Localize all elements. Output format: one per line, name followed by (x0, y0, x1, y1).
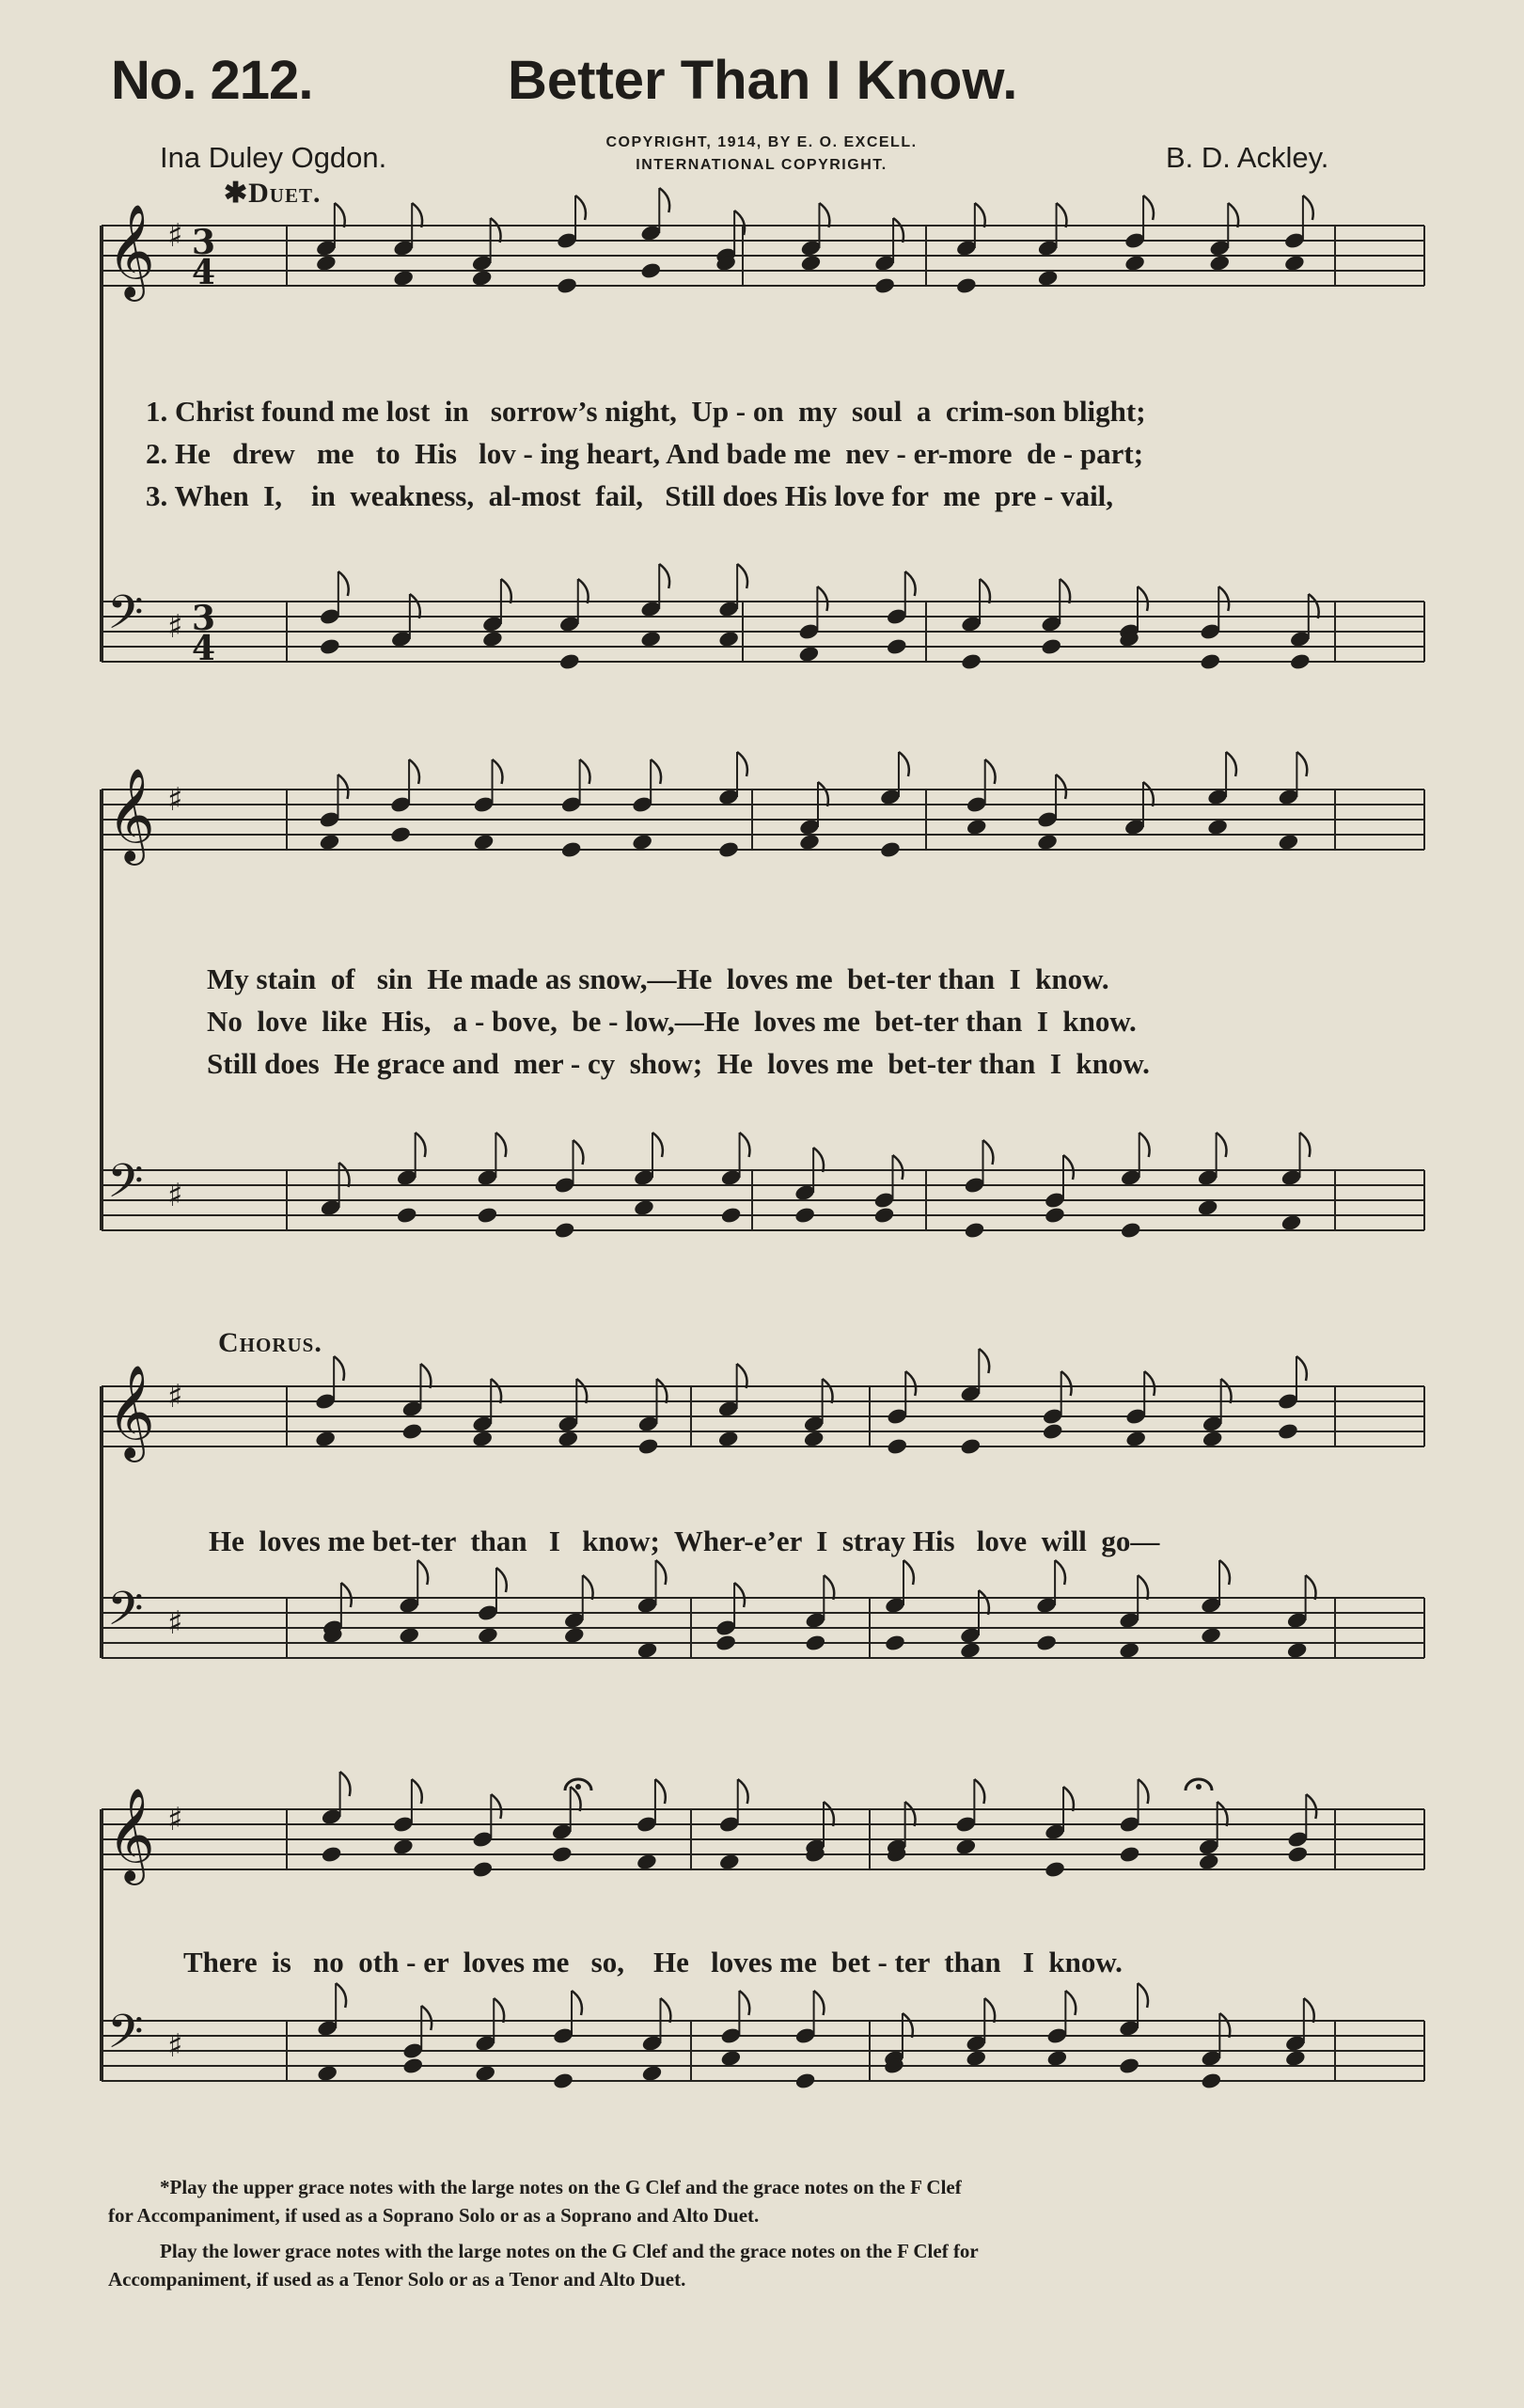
note-flag-icon (334, 1356, 344, 1381)
note-flag-icon (980, 579, 990, 603)
notehead-icon (560, 840, 583, 859)
bass-clef-icon: 𝄢 (107, 1582, 144, 1648)
notehead-icon (715, 1634, 737, 1652)
notehead-icon (966, 818, 988, 837)
note-flag-icon (583, 1575, 593, 1600)
note-flag-icon (1217, 1133, 1227, 1157)
time-signature-icon: 3 (192, 599, 216, 638)
sharp-icon: ♯ (167, 608, 183, 646)
notehead-icon (1277, 1422, 1299, 1441)
note-flag-icon (571, 1787, 581, 1811)
notehead-icon (1042, 1422, 1064, 1441)
notehead-icon (718, 1853, 741, 1871)
footnote-2-line-1: Play the lower grace notes with the large notes on the G Clef and the grace notes on the F Clef for (160, 2240, 979, 2262)
note-flag-icon (336, 1983, 346, 2008)
note-flag-icon (1063, 1155, 1074, 1180)
note-flag-icon (1138, 1983, 1148, 2008)
note-flag-icon (656, 1560, 667, 1585)
fermata-dot (575, 1784, 581, 1790)
note-flag-icon (575, 195, 586, 220)
note-flag-icon (491, 218, 501, 242)
note-flag-icon (660, 1998, 670, 2023)
note-flag-icon (493, 759, 503, 784)
note-flag-icon (1306, 1575, 1316, 1600)
note-flag-icon (1065, 1991, 1076, 2015)
treble-staff (102, 1788, 1424, 1885)
notehead-icon (319, 833, 341, 852)
note-flag-icon (651, 759, 661, 784)
sharp-icon: ♯ (167, 1177, 183, 1214)
notehead-icon (1040, 637, 1062, 656)
notehead-icon (960, 1437, 982, 1456)
note-flag-icon (819, 203, 829, 227)
note-flag-icon (1296, 752, 1307, 776)
fermata-dot (1196, 1784, 1202, 1790)
notehead-icon (1202, 1430, 1224, 1448)
notehead-icon (1037, 269, 1060, 288)
composer-credit: B. D. Ackley. (1166, 141, 1329, 174)
note-flag-icon (338, 571, 349, 596)
hymn-title: Better Than I Know. (508, 50, 1018, 111)
note-flag-icon (737, 564, 747, 588)
sharp-icon: ♯ (167, 781, 183, 819)
notehead-icon (631, 833, 653, 852)
notehead-icon (472, 1860, 495, 1879)
bass-staff (102, 1582, 1424, 1658)
notehead-icon (398, 1626, 420, 1645)
time-signature-icon: 3 (192, 223, 216, 262)
notehead-icon (800, 254, 823, 273)
notehead-icon (1284, 2049, 1307, 2068)
note-flag-icon (899, 752, 909, 776)
notehead-icon (798, 833, 821, 852)
notehead-icon (637, 1437, 660, 1456)
note-flag-icon (814, 1991, 825, 2015)
notehead-icon (873, 1206, 896, 1225)
notehead-icon (563, 1626, 586, 1645)
notehead-icon (965, 2049, 987, 2068)
note-flag-icon (412, 203, 422, 227)
hymn-number: No. 212. (111, 50, 313, 111)
note-flag-icon (573, 1140, 584, 1165)
notehead-icon (959, 1641, 982, 1660)
notehead-icon (554, 1221, 576, 1240)
notehead-icon (964, 1221, 986, 1240)
bass-staff (102, 586, 1424, 668)
note-flag-icon (737, 1364, 747, 1388)
notehead-icon (793, 1206, 816, 1225)
lyric-verse-3-line-2: Still does He grace and mer - cy show; He loves me bet-ter than I know. (207, 1047, 1150, 1080)
note-flag-icon (656, 1379, 667, 1403)
note-flag-icon (982, 1140, 993, 1165)
note-flag-icon (813, 1148, 824, 1172)
notehead-icon (879, 840, 902, 859)
notehead-icon (389, 825, 412, 844)
note-flag-icon (1061, 1371, 1072, 1396)
notehead-icon (392, 1837, 415, 1856)
lyric-verse-2-line-2: No love like His, a - bove, be - low,—He loves me bet-ter than I know. (207, 1005, 1137, 1038)
note-flag-icon (979, 1349, 989, 1373)
notehead-icon (314, 1430, 337, 1448)
treble-clef-icon: 𝄞 (107, 204, 155, 298)
notehead-icon (955, 276, 978, 295)
note-flag-icon (1221, 1379, 1232, 1403)
note-flag-icon (409, 759, 419, 784)
note-flag-icon (335, 203, 345, 227)
footnote-1-line-1: *Play the upper grace notes with the large notes on the G Clef and the grace notes on the F Clef (160, 2176, 962, 2198)
note-flag-icon (339, 1163, 350, 1187)
note-flag-icon (495, 1133, 506, 1157)
notehead-icon (886, 637, 908, 656)
notehead-icon (471, 269, 494, 288)
note-flag-icon (1139, 1133, 1150, 1157)
notehead-icon (477, 1626, 499, 1645)
notehead-icon (315, 254, 338, 273)
note-flag-icon (652, 1133, 663, 1157)
note-flag-icon (738, 1779, 748, 1804)
notehead-icon (474, 2064, 496, 2083)
notehead-icon (477, 1206, 499, 1225)
note-flag-icon (1143, 782, 1154, 806)
notehead-icon (1044, 1860, 1066, 1879)
note-flag-icon (338, 774, 348, 799)
treble-clef-icon: 𝄞 (107, 1788, 155, 1882)
notehead-icon (481, 630, 504, 649)
notehead-icon (1208, 254, 1231, 273)
note-flag-icon (1063, 1787, 1074, 1811)
note-flag-icon (979, 1590, 989, 1615)
note-flag-icon (1226, 752, 1236, 776)
notehead-icon (717, 840, 740, 859)
notehead-icon (717, 1430, 740, 1448)
notehead-icon (1124, 1430, 1147, 1448)
note-flag-icon (421, 2006, 432, 2030)
note-flag-icon (1138, 586, 1148, 611)
notehead-icon (720, 1206, 743, 1225)
treble-clef-icon: 𝄞 (107, 768, 155, 862)
note-flag-icon (578, 579, 589, 603)
notehead-icon (1044, 1206, 1066, 1225)
note-flag-icon (1303, 195, 1313, 220)
note-flag-icon (494, 1998, 504, 2023)
copyright-line: INTERNATIONAL COPYRIGHT. (636, 157, 888, 173)
note-flag-icon (417, 1560, 428, 1585)
note-flag-icon (974, 1779, 984, 1804)
notehead-icon (1278, 833, 1300, 852)
note-flag-icon (340, 1772, 351, 1796)
sharp-icon: ♯ (167, 1604, 183, 1642)
note-flag-icon (412, 1779, 422, 1804)
notehead-icon (1197, 1198, 1219, 1217)
bass-clef-icon: 𝄢 (107, 586, 144, 651)
note-flag-icon (818, 782, 828, 806)
note-flag-icon (1139, 1779, 1149, 1804)
note-flag-icon (1056, 774, 1066, 799)
notehead-icon (960, 652, 982, 671)
notehead-icon (1118, 1641, 1140, 1660)
notehead-icon (392, 269, 415, 288)
note-flag-icon (572, 1991, 582, 2015)
note-flag-icon (420, 1364, 431, 1388)
treble-clef-icon: 𝄞 (107, 1365, 155, 1459)
notehead-icon (1198, 1853, 1220, 1871)
notehead-icon (798, 645, 821, 664)
sharp-icon: ♯ (167, 1378, 183, 1415)
notehead-icon (1283, 254, 1306, 273)
notehead-icon (1200, 1626, 1222, 1645)
notehead-icon (1289, 652, 1312, 671)
time-signature-icon: 4 (192, 253, 216, 292)
notehead-icon (558, 652, 581, 671)
note-flag-icon (655, 1779, 666, 1804)
notehead-icon (805, 1634, 827, 1652)
note-flag-icon (1218, 586, 1229, 611)
notehead-icon (636, 1641, 659, 1660)
note-flag-icon (1228, 203, 1238, 227)
note-flag-icon (580, 759, 590, 784)
notehead-icon (401, 2056, 424, 2075)
lyric-chorus-line-2: There is no oth - er loves me so, He loves me bet - ter than I know. (183, 1946, 1123, 1978)
note-flag-icon (824, 1802, 834, 1826)
note-flag-icon (739, 1991, 749, 2015)
note-flag-icon (1055, 1560, 1065, 1585)
note-flag-icon (1219, 1560, 1230, 1585)
note-flag-icon (1219, 2013, 1230, 2038)
note-flag-icon (740, 1133, 750, 1157)
notehead-icon (319, 637, 341, 656)
note-flag-icon (1143, 195, 1154, 220)
notehead-icon (552, 2072, 574, 2090)
lyric-verse-1-line-1: 1. Christ found me lost in sorrow’s night, Up - on my soul a crim-son blight; (146, 395, 1146, 428)
author-credit: Ina Duley Ogdon. (160, 141, 387, 174)
treble-staff (102, 204, 1424, 302)
notehead-icon (886, 1437, 908, 1456)
notehead-icon (639, 261, 662, 280)
note-flag-icon (1299, 1133, 1310, 1157)
notehead-icon (1286, 1641, 1309, 1660)
note-flag-icon (659, 564, 669, 588)
sharp-icon: ♯ (167, 217, 183, 255)
lyric-verse-2-line-1: 2. He drew me to His lov - ing heart, And bade me nev - er-more de - part; (146, 437, 1144, 470)
note-flag-icon (1144, 1371, 1155, 1396)
note-flag-icon (1057, 203, 1067, 227)
treble-staff (102, 1365, 1424, 1462)
note-flag-icon (491, 1379, 501, 1403)
note-flag-icon (501, 579, 511, 603)
note-flag-icon (985, 759, 996, 784)
notehead-icon (717, 630, 740, 649)
copyright-line: COPYRIGHT, 1914, BY E. O. EXCELL. (605, 134, 918, 150)
notehead-icon (1206, 818, 1229, 837)
notehead-icon (1119, 1845, 1141, 1864)
notehead-icon (396, 1206, 418, 1225)
lyric-verse-3-line-1: 3. When I, in weakness, al-most fail, Still does His love for me pre - vail, (146, 479, 1114, 512)
note-flag-icon (903, 1560, 914, 1585)
notehead-icon (1280, 1213, 1303, 1232)
lyric-chorus-line-1: He loves me bet-ter than I know; Wher-e’er I stray His love will go— (209, 1525, 1160, 1557)
time-signature-icon: 4 (192, 629, 216, 668)
note-flag-icon (737, 752, 747, 776)
notehead-icon (558, 1430, 580, 1448)
notehead-icon (401, 1422, 424, 1441)
note-flag-icon (1218, 1802, 1228, 1826)
note-flag-icon (893, 1155, 903, 1180)
bass-clef-icon: 𝄢 (107, 2005, 144, 2071)
notehead-icon (1036, 833, 1059, 852)
note-flag-icon (1060, 579, 1070, 603)
notehead-icon (1123, 254, 1146, 273)
note-flag-icon (1309, 594, 1319, 618)
notehead-icon (1287, 1845, 1310, 1864)
duet-label: ✱Duet. (224, 178, 322, 209)
bass-clef-icon: 𝄢 (107, 1154, 144, 1220)
note-flag-icon (975, 203, 985, 227)
footnote-1-line-2: for Accompaniment, if used as a Soprano Solo or as a Soprano and Alto Duet. (108, 2204, 760, 2227)
note-flag-icon (659, 188, 669, 212)
note-flag-icon (905, 1802, 916, 1826)
note-flag-icon (984, 1998, 995, 2023)
notehead-icon (955, 1837, 978, 1856)
note-flag-icon (893, 218, 903, 242)
notehead-icon (639, 630, 662, 649)
bass-staff (102, 2005, 1424, 2081)
note-flag-icon (817, 586, 827, 611)
sharp-icon: ♯ (167, 1801, 183, 1838)
notehead-icon (794, 2072, 817, 2090)
note-flag-icon (823, 1379, 833, 1403)
note-flag-icon (1138, 1575, 1148, 1600)
bass-staff (102, 1154, 1424, 1230)
note-flag-icon (1296, 1356, 1307, 1381)
note-flag-icon (905, 571, 916, 596)
note-flag-icon (905, 1371, 916, 1396)
notehead-icon (551, 1845, 573, 1864)
lyric-verse-1-line-2: My stain of sin He made as snow,—He loves me bet-ter than I know. (207, 962, 1109, 995)
notehead-icon (803, 1430, 825, 1448)
notehead-icon (720, 2049, 743, 2068)
notehead-icon (636, 1853, 658, 1871)
notehead-icon (1118, 2056, 1140, 2075)
note-flag-icon (416, 1133, 426, 1157)
sharp-icon: ♯ (167, 2027, 183, 2065)
notehead-icon (884, 1634, 906, 1652)
note-flag-icon (496, 1568, 507, 1592)
note-flag-icon (576, 1379, 587, 1403)
note-flag-icon (824, 1575, 834, 1600)
notehead-icon (641, 2064, 664, 2083)
notehead-icon (633, 1198, 655, 1217)
footnote-2-line-2: Accompaniment, if used as a Tenor Solo or as a Tenor and Alto Duet. (108, 2268, 686, 2291)
notehead-icon (873, 276, 896, 295)
notehead-icon (556, 276, 578, 295)
note-flag-icon (341, 1583, 352, 1607)
notehead-icon (1199, 652, 1221, 671)
note-flag-icon (1304, 1998, 1314, 2023)
notehead-icon (1201, 2072, 1223, 2090)
note-flag-icon (410, 594, 420, 618)
notehead-icon (316, 2064, 338, 2083)
notehead-icon (473, 833, 495, 852)
notehead-icon (1035, 1634, 1058, 1652)
notehead-icon (1046, 2049, 1069, 2068)
notehead-icon (321, 1845, 343, 1864)
note-flag-icon (1306, 1794, 1316, 1819)
note-flag-icon (734, 1583, 745, 1607)
note-flag-icon (903, 2013, 913, 2038)
chorus-label: Chorus. (218, 1327, 322, 1358)
note-flag-icon (491, 1794, 501, 1819)
notehead-icon (1120, 1221, 1142, 1240)
notehead-icon (471, 1430, 494, 1448)
